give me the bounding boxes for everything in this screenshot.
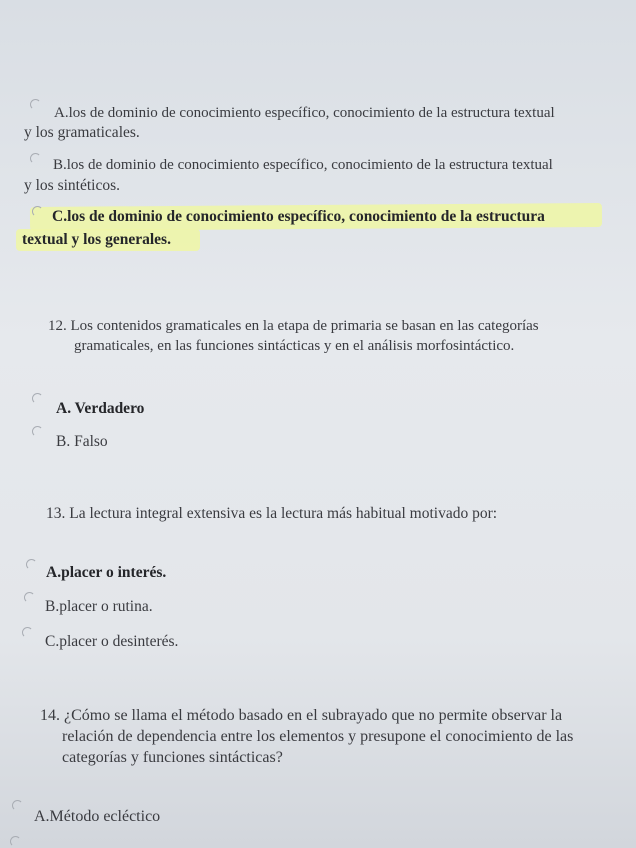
- q14-option-a: A.Método ecléctico: [34, 808, 161, 825]
- radio-q11-c[interactable]: [32, 206, 43, 217]
- q13-text: 13. La lectura integral extensiva es la lectura más habitual motivado por:: [46, 505, 498, 522]
- q11-option-b-line2: y los sintéticos.: [24, 177, 121, 194]
- radio-q14-b[interactable]: [10, 836, 21, 847]
- q12-option-b: B. Falso: [56, 433, 108, 450]
- radio-q13-b[interactable]: [24, 592, 35, 603]
- q11-option-b-line1: B.los de dominio de conocimiento específico, conocimiento de la estructura textual: [53, 157, 553, 173]
- radio-q14-a[interactable]: [12, 800, 23, 811]
- radio-q12-a[interactable]: [32, 393, 43, 404]
- q11-option-a-line1: A.los de dominio de conocimiento específico, conocimiento de la estructura textual: [54, 105, 555, 121]
- radio-q12-b[interactable]: [32, 426, 43, 437]
- radio-q13-a[interactable]: [26, 559, 37, 570]
- radio-q11-a[interactable]: [30, 99, 41, 110]
- q12-text-line2: gramaticales, en las funciones sintácticas y en el análisis morfosintáctico.: [74, 338, 515, 354]
- q12-text-line1: 12. Los contenidos gramaticales en la etapa de primaria se basan en las categorías: [48, 318, 539, 334]
- q11-option-a-line2: y los gramaticales.: [24, 124, 140, 141]
- q13-option-a: A.placer o interés.: [46, 564, 167, 581]
- q14-text-line1: 14. ¿Cómo se llama el método basado en el subrayado que no permite observar la: [40, 707, 563, 724]
- q11-option-c-line1: C.los de dominio de conocimiento específico, conocimiento de la estructura: [52, 208, 545, 225]
- radio-q11-b[interactable]: [30, 153, 41, 164]
- q11-option-c-line2: textual y los generales.: [22, 231, 171, 248]
- q13-option-c: C.placer o desinterés.: [45, 633, 179, 650]
- radio-q13-c[interactable]: [22, 627, 33, 638]
- q14-text-line3: categorías y funciones sintácticas?: [62, 749, 283, 766]
- q13-option-b: B.placer o rutina.: [45, 598, 153, 615]
- q14-text-line2: relación de dependencia entre los elementos y presupone el conocimiento de las: [62, 728, 574, 745]
- q12-option-a: A. Verdadero: [56, 400, 145, 417]
